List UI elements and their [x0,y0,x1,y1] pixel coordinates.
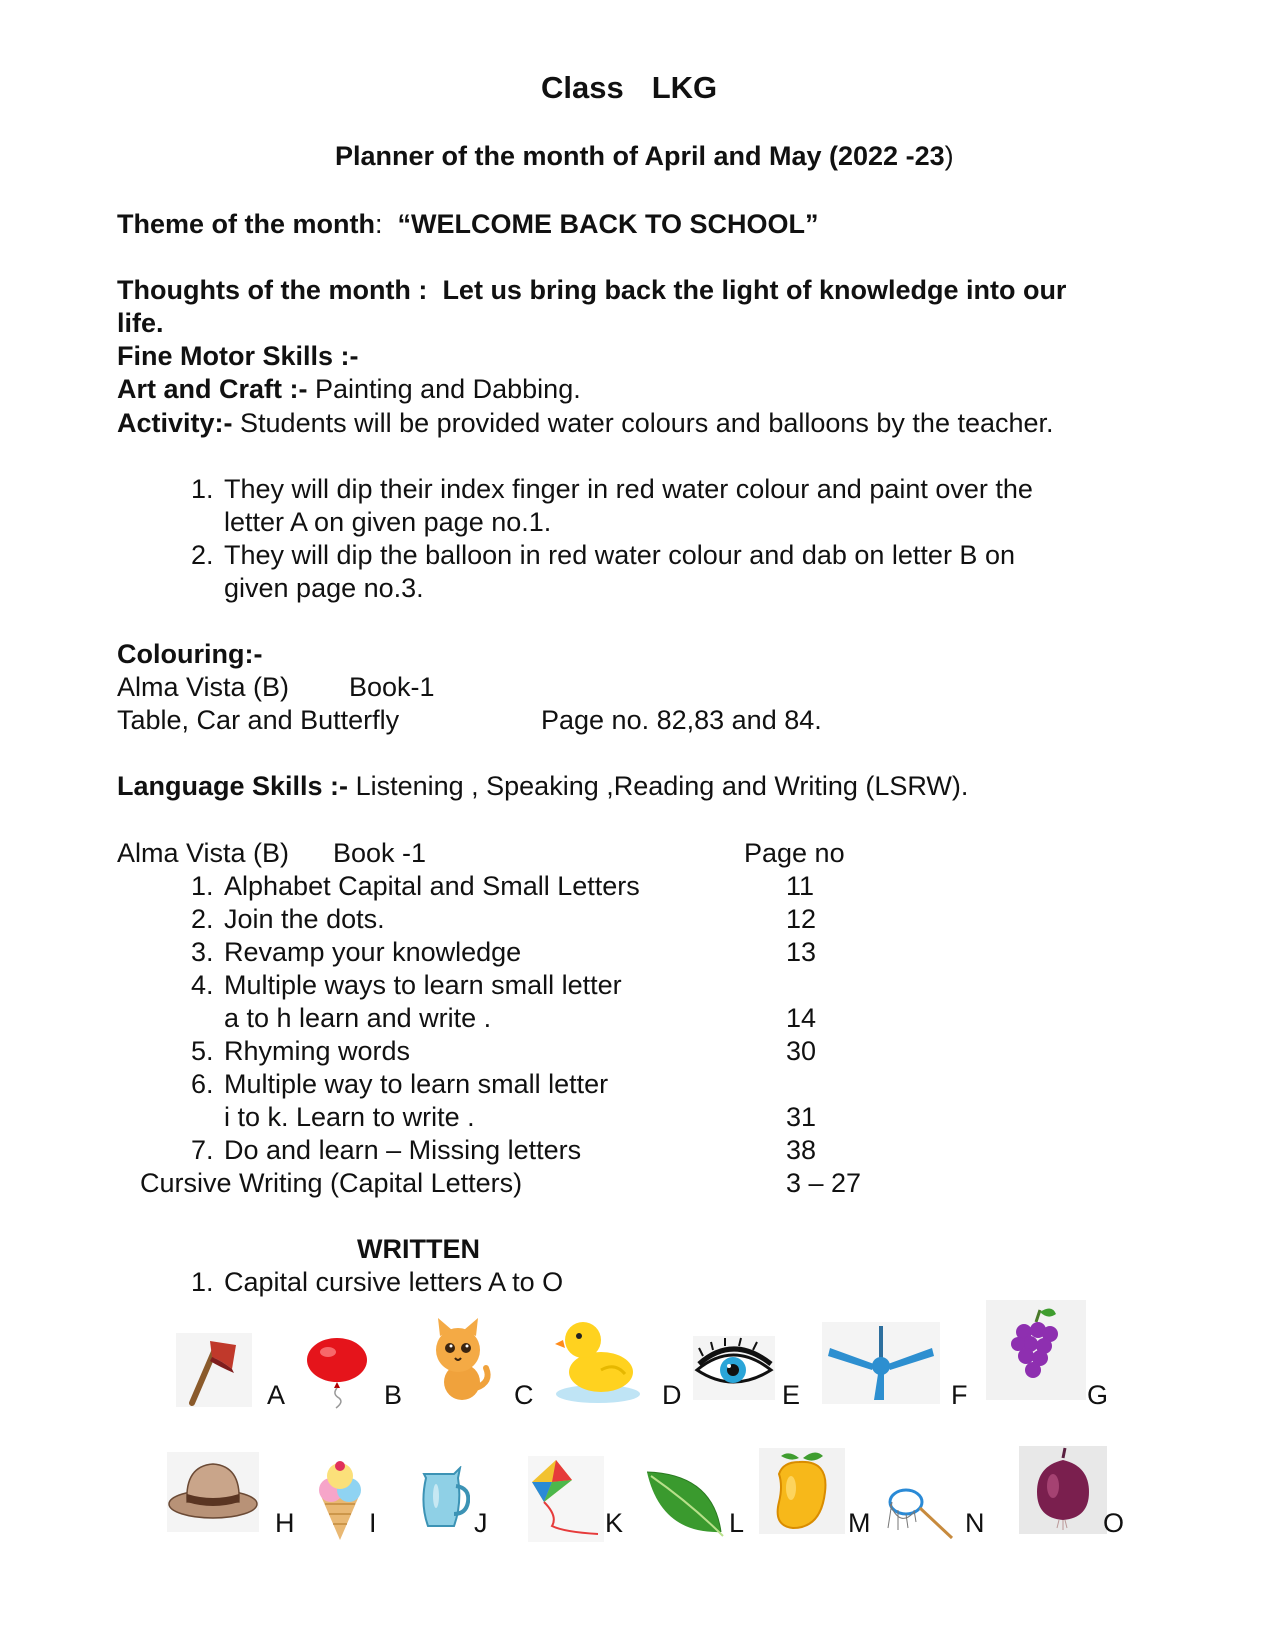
picture-letter: L [729,1508,745,1538]
picture-letter: A [267,1380,286,1410]
eye-icon [693,1336,775,1400]
picture-letter: G [1087,1380,1109,1410]
cursive-writing-label: Cursive Writing (Capital Letters) [140,1168,523,1198]
lang-row-text-2: a to h learn and write . [224,1003,492,1033]
planner-title: Planner of the month of April and May (2022 -23) [335,141,954,171]
lang-row-text: Multiple ways to learn small letter [224,970,622,1000]
picture-letter: M [848,1508,871,1538]
lang-row-page: 30 [786,1036,817,1066]
colouring-topics: Table, Car and Butterfly [117,705,400,735]
axe-icon [176,1333,252,1407]
duck-icon [555,1314,641,1404]
lang-row-text: Do and learn – Missing letters [224,1135,582,1165]
theme-label: Theme of the month [117,209,375,239]
thoughts-line-2: life. [117,308,164,338]
leaf-icon [643,1468,729,1540]
lang-row-num: 6. [191,1069,214,1099]
class-value: LKG [651,70,718,105]
colouring-book: Alma Vista (B) [117,672,290,702]
net-icon [884,1484,954,1540]
lang-row-text-2: i to k. Learn to write . [224,1102,475,1132]
picture-letter: D [662,1380,682,1410]
lang-row-num: 4. [191,970,214,1000]
lang-row-page: 11 [786,871,815,901]
thoughts-line [117,273,1066,307]
lang-row-num: 3. [191,937,214,967]
colouring-book-no: Book-1 [349,672,435,702]
lang-row-text: Rhyming words [224,1036,411,1066]
grapes-icon [986,1300,1086,1400]
lang-row-page: 38 [786,1135,817,1165]
lang-row-page: 31 [786,1102,817,1132]
activity-step-text-2: letter A on given page no.1. [224,507,552,537]
picture-letter: E [782,1380,801,1410]
activity-step-text: They will dip the balloon in red water colour and dab on letter B on [224,540,1015,570]
lang-row-text: Multiple way to learn small letter [224,1069,609,1099]
language-line [117,769,968,803]
picture-letter: C [514,1380,534,1410]
picture-letter: O [1103,1508,1125,1538]
kite-icon [528,1456,604,1542]
lang-row-text: Revamp your knowledge [224,937,522,967]
activity-step-text: They will dip their index finger in red water colour and paint over the [224,474,1033,504]
written-item: Capital cursive letters A to O [224,1267,564,1297]
picture-letter: I [369,1508,377,1538]
language-label: Language Skills :- [117,771,349,801]
cursive-writing-page: 3 – 27 [786,1168,862,1198]
written-heading: WRITTEN [357,1234,480,1264]
class-title [541,70,717,106]
lang-book-no: Book -1 [333,838,427,868]
lang-row-num: 7. [191,1135,214,1165]
balloon-icon [306,1336,368,1410]
lang-row-num: 1. [191,871,214,901]
lang-row-num: 5. [191,1036,214,1066]
activity-value: Students will be provided water colours and balloons by the teacher. [240,408,1054,438]
hat-icon [167,1452,259,1532]
jug-icon [414,1466,470,1530]
art-craft-value: Painting and Dabbing. [315,374,581,404]
activity-label: Activity:- [117,408,233,438]
lang-row-num: 2. [191,904,214,934]
mango-icon [759,1448,845,1534]
art-craft-line [117,372,581,406]
colouring-pages: Page no. 82,83 and 84. [541,705,822,735]
picture-letter: H [275,1508,295,1538]
picture-letter: B [384,1380,403,1410]
picture-letter: F [951,1380,968,1410]
lang-row-text: Join the dots. [224,904,385,934]
picture-letter: N [965,1508,985,1538]
onion-icon [1019,1446,1107,1534]
thoughts-value: Let us bring back the light of knowledge into our [442,275,1067,305]
fine-motor-heading: Fine Motor Skills :- [117,341,359,371]
thoughts-label: Thoughts of the month : [117,275,428,305]
activity-step: 2. [191,540,214,570]
activity-step-text-2: given page no.3. [224,573,424,603]
lang-row-page: 13 [786,937,817,967]
art-craft-label: Art and Craft :- [117,374,308,404]
cat-icon [426,1318,494,1404]
picture-letter: J [474,1508,488,1538]
theme-line: Theme of the month: “WELCOME BACK TO SCHOOL” [117,209,819,239]
activity-line [117,406,1054,440]
colouring-heading: Colouring:- [117,639,263,669]
class-label: Class [541,70,624,105]
fan-icon [822,1322,940,1404]
written-item-num: 1. [191,1267,214,1297]
theme-value: “WELCOME BACK TO SCHOOL” [397,209,819,239]
lang-book: Alma Vista (B) [117,838,290,868]
lang-row-text: Alphabet Capital and Small Letters [224,871,640,901]
lang-row-page: 12 [786,904,817,934]
activity-step: 1. [191,474,214,504]
picture-letter: K [605,1508,624,1538]
language-value: Listening , Speaking ,Reading and Writing (LSRW). [355,771,969,801]
lang-row-page: 14 [786,1003,817,1033]
lang-page-header: Page no [744,838,845,868]
ice-cream-icon [309,1460,371,1540]
